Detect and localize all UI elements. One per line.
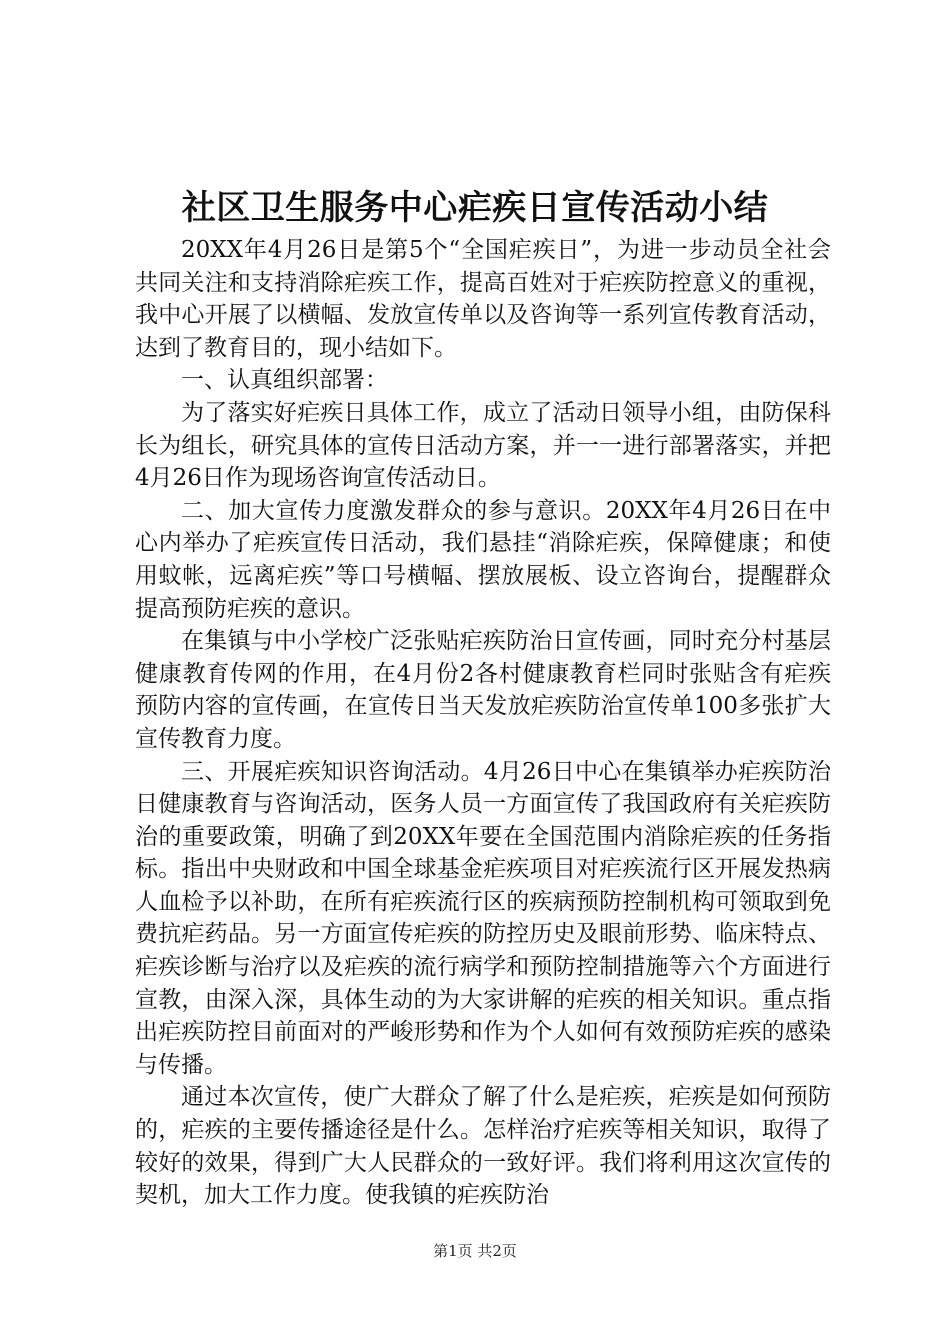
paragraph-conclusion: 通过本次宣传，使广大群众了解了什么是疟疾，疟疾是如何预防的，疟疾的主要传播途径是什么。怎样治疗疟疾等相关知识，取得了较好的效果，得到广大人民群众的一致好评。我们将利用这次宣传的契机，加大工作力度。使我镇的疟疾防治 — [135, 1084, 831, 1209]
document-body — [135, 234, 831, 1212]
paragraph-publicity: 二、加大宣传力度激发群众的参与意识。20XX年4月26日在中心内举办了疟疾宣传日活动，我们悬挂“消除疟疾，保障健康；和使用蚊帐，远离疟疾”等口号横幅、摆放展板、设立咨询台，提醒群众提高预防疟疾的意识。 — [135, 497, 831, 622]
document-title: 社区卫生服务中心疟疾日宣传活动小结 — [181, 188, 769, 228]
paragraph-consultation: 三、开展疟疾知识咨询活动。4月26日中心在集镇举办疟疾防治日健康教育与咨询活动，医务人员一方面宣传了我国政府有关疟疾防治的重要政策，明确了到20XX年要在全国范围内消除疟疾的任务指标。指出中央财政和中国全球基金疟疾项目对疟疾流行区开展发热病人血检予以补助，在所有疟疾流行区的疾病预防控制机构可领取到免费抗疟药品。另一方面宣传疟疾的防控历史及眼前形势、临床特点、疟疾诊断与治疗以及疟疾的流行病学和预防控制措施等六个方面进行宣教，由深入深，具体生动的为大家讲解的疟疾的相关知识。重点指出疟疾防控目前面对的严峻形势和作为个人如何有效预防疟疾的感染与传播。 — [135, 758, 831, 1078]
paragraph-organization: 为了落实好疟疾日具体工作，成立了活动日领导小组，由防保科长为组长，研究具体的宣传日活动方案，并一一进行部署落实，并把4月26日作为现场咨询宣传活动日。 — [135, 399, 831, 492]
paragraph-intro: 20XX年4月26日是第5个“全国疟疾日”，为进一步动员全社会共同关注和支持消除疟疾工作，提高百姓对于疟疾防控意义的重视，我中心开展了以横幅、发放宣传单以及咨询等一系列宣传教育活动，达到了教育目的，现小结如下。 — [135, 237, 831, 361]
paragraph-posters: 在集镇与中小学校广泛张贴疟疾防治日宣传画，同时充分村基层健康教育传网的作用，在4月份2各村健康教育栏同时张贴含有疟疾预防内容的宣传画，在宣传日当天发放疟疾防治宣传单100多张扩大宣传教育力度。 — [135, 628, 831, 752]
page-number: 第1页 共2页 — [433, 1242, 517, 1260]
section-heading-1: 一、认真组织部署： — [181, 367, 388, 394]
